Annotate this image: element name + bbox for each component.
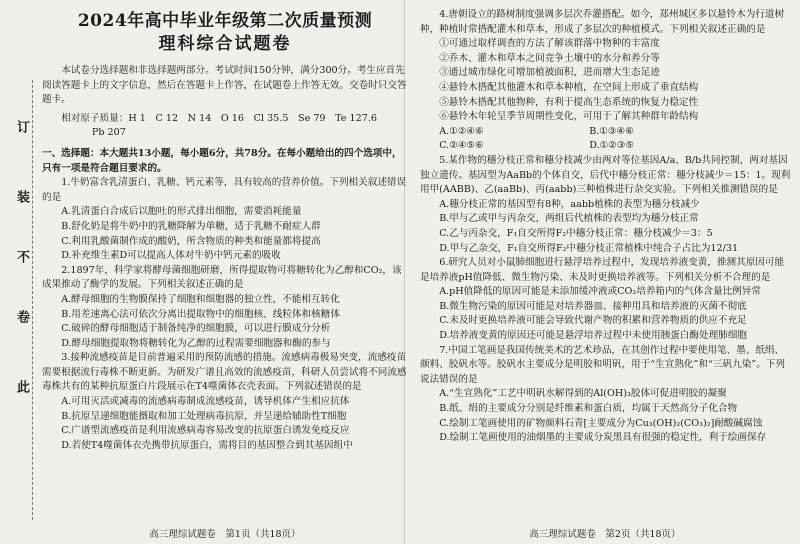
question-5: 5.某作物的穗分枝正常和穗分枝减少由两对等位基因A/a、B/b共同控制，两对基因独立遗传。基因型为AaBb的个体自交，后代中穗分枝正常：穗分枝减少＝15：1。现利用甲(AABB)、乙(aaBb)、丙(aabb)三种植株进行杂交实验。下列相关推测错误的是 xyxy=(420,154,791,196)
option: A.①②④⑥ xyxy=(439,125,484,137)
option: B.微生物污染的原因可能是对培养器皿、接种用具和培养液的灭菌不彻底 xyxy=(439,300,747,312)
option: C.绘制工笔画使用的矿物颜料石青[主要成分为Cu₃(OH)₂(CO₃)₂]耐酸碱腐蚀 xyxy=(439,417,763,429)
binding-margin xyxy=(10,80,33,520)
option: D.酵母细胞提取物将糖转化为乙醇的过程需要细胞器和酶的参与 xyxy=(61,337,331,349)
option: B.甲与乙或甲与丙杂交，两组后代植株的表型均为穗分枝正常 xyxy=(439,213,699,225)
statement: ④悬铃木搭配其他灌木和草本种植，在空间上形成了垂直结构 xyxy=(439,81,699,93)
option: C.广谱型流感疫苗是利用流感病毒容易改变的抗原蛋白诱发免疫反应 xyxy=(61,425,350,437)
question-4: 4.唐朝设立的路树制度强调多层次乔灌搭配。如今，郑州城区多以悬铃木为行道树种，种植时常搭配灌木和草本，形成了多层次的种植模式。下列相关叙述正确的是 xyxy=(420,9,785,35)
option: A.穗分枝正常的基因型有8种，aabb植株的表型为穗分枝减少 xyxy=(439,198,700,210)
statement: ③通过城市绿化可增加植被面积，进而增大生态足迹 xyxy=(439,67,660,79)
binding-char: 卷 xyxy=(14,310,29,323)
section-heading: 一、选择题：本大题共13小题，每小题6分，共78分。在每小题给出的四个选项中，只有一项是符合题目要求的。 xyxy=(42,147,402,174)
option: D.甲与乙杂交，F₁自交所得F₂中穗分枝正常植株中纯合子占比为12/31 xyxy=(439,242,739,254)
option: B.用差速离心法可依次分离出提取物中的细胞核、线粒体和核糖体 xyxy=(61,308,340,320)
option: A.乳清蛋白合成后以胞吐的形式排出细胞，需要消耗能量 xyxy=(61,206,302,218)
atomic-masses-2: Pb 207 xyxy=(91,127,126,139)
options-row xyxy=(420,125,792,140)
question-1: 1.牛奶富含乳清蛋白、乳糖、钙元素等，具有较高的营养价值。下列相关叙述错误的是 xyxy=(42,177,407,203)
right-column xyxy=(420,8,792,446)
option: D.①②③⑤ xyxy=(589,140,634,152)
option: A.酵母细胞的生物膜保持了细胞和细胞器的独立性，不能相互转化 xyxy=(61,293,340,305)
option: D.培养液变黄的原因还可能是悬浮培养过程中未使用胰蛋白酶处理肺细胞 xyxy=(439,330,747,342)
binding-char: 订 xyxy=(14,120,29,133)
page-footer-right: 高三理综试题卷 第2页（共18页） xyxy=(529,529,681,540)
instructions: 本试卷分选择题和非选择题两部分。考试时间150分钟，满分300分。考生应首先阅读答题卡上的文字信息，然后在答题卡上作答，在试题卷上作答无效。交卷时只交答题卡。 xyxy=(42,65,407,106)
option: B.抗原呈递细胞能摄取和加工处理病毒抗原，并呈递给辅助性T细胞 xyxy=(61,410,347,422)
option: C.未及时更换培养液可能会导致代谢产物的积累和营养物质的供应不充足 xyxy=(439,315,747,327)
option: D.补充维生素D可以提高人体对牛奶中钙元素的吸收 xyxy=(61,250,281,262)
page-footer-left: 高三理综试题卷 第1页（共18页） xyxy=(149,529,301,540)
option: C.破碎的酵母细胞适于制备纯净的细胞膜，可以进行膜成分分析 xyxy=(61,323,331,335)
option: D.绘制工笔画使用的油烟墨的主要成分炭黑具有很强的稳定性，利于绘画保存 xyxy=(439,432,767,444)
exam-title: 2024年高中毕业年级第二次质量预测 xyxy=(77,11,373,31)
option: A.可用灭活或减毒的流感病毒制成流感疫苗，诱导机体产生相应抗体 xyxy=(61,396,350,408)
binding-char: 此 xyxy=(14,380,29,393)
exam-subtitle: 理科综合试题卷 xyxy=(158,34,292,54)
option: A.“生宣熟化”工艺中明矾水解得到的Al(OH)₃胶体可促进明胶的凝聚 xyxy=(439,388,727,400)
question-6: 6.研究人员对小鼠肺细胞进行悬浮培养过程中，发现培养液变黄，推测其原因可能是培养液pH值降低、微生物污染、未及时更换培养液等。下列相关分析不合理的是 xyxy=(420,257,785,283)
statement: ①可通过取样调查的方法了解该群落中物种的丰富度 xyxy=(439,38,660,50)
left-column xyxy=(42,8,408,453)
binding-char: 不 xyxy=(14,250,29,263)
statement: ⑤悬铃木搭配其他物种，有利于提高生态系统的恢复力稳定性 xyxy=(439,96,699,108)
option: D.若使T4噬菌体衣壳携带抗原蛋白，需将目的基因整合到其基因组中 xyxy=(61,439,353,451)
option: B.①③④⑥ xyxy=(589,125,634,137)
option: C.乙与丙杂交，F₁自交所得F₂中穗分枝正常：穗分枝减少＝3：5 xyxy=(439,227,713,239)
options-row xyxy=(420,139,792,154)
option: A.pH值降低的原因可能是未添加缓冲液或CO₂培养箱内的气体含量比例异常 xyxy=(439,286,761,298)
option: B.舒化奶是将牛奶中的乳糖降解为单糖，适于乳糖不耐症人群 xyxy=(61,220,321,232)
option: C.利用乳酸菌制作成的酸奶，所含物质的种类和能量都将提高 xyxy=(61,235,321,247)
question-2: 2.1897年，科学家将酵母菌细胞研磨，所得提取物可将糖转化为乙醇和CO₂，该成果推动了酶学的发展。下列相关叙述正确的是 xyxy=(42,264,402,291)
atomic-masses: 相对原子质量：H 1 C 12 N 14 O 16 Cl 35.5 Se 79 Te 127.6 xyxy=(61,112,377,124)
option: B.纸、绢的主要成分分别是纤维素和蛋白质，均属于天然高分子化合物 xyxy=(439,403,738,415)
binding-char: 装 xyxy=(14,190,29,203)
statement: ②乔木、灌木和草本之间竞争土壤中的水分和养分等 xyxy=(439,52,660,64)
option: C.②④⑤⑥ xyxy=(439,140,484,152)
statement: ⑥悬铃木年轮呈季节周期性变化，可用于了解其种群年龄结构 xyxy=(439,111,699,123)
question-3: 3.接种流感疫苗是目前普遍采用的预防流感的措施。流感病毒极易突变，流感疫苗需要根据流行毒株不断更新。为研发广谱且高效的流感疫苗，科研人员尝试将不同流感毒株共有的某种抗原蛋白片段展示在T4噬菌体衣壳表面。下列叙述错误的是 xyxy=(42,352,407,393)
question-7: 7.中国工笔画是我国传统美术的艺术珍品，在其创作过程中要使用笔、墨、纸绢、颜料、胶矾水等。胶矾水主要成分是明胶和明矾，用于“生宣熟化”和“三矾九染”。下列说法错误的是 xyxy=(420,344,785,385)
